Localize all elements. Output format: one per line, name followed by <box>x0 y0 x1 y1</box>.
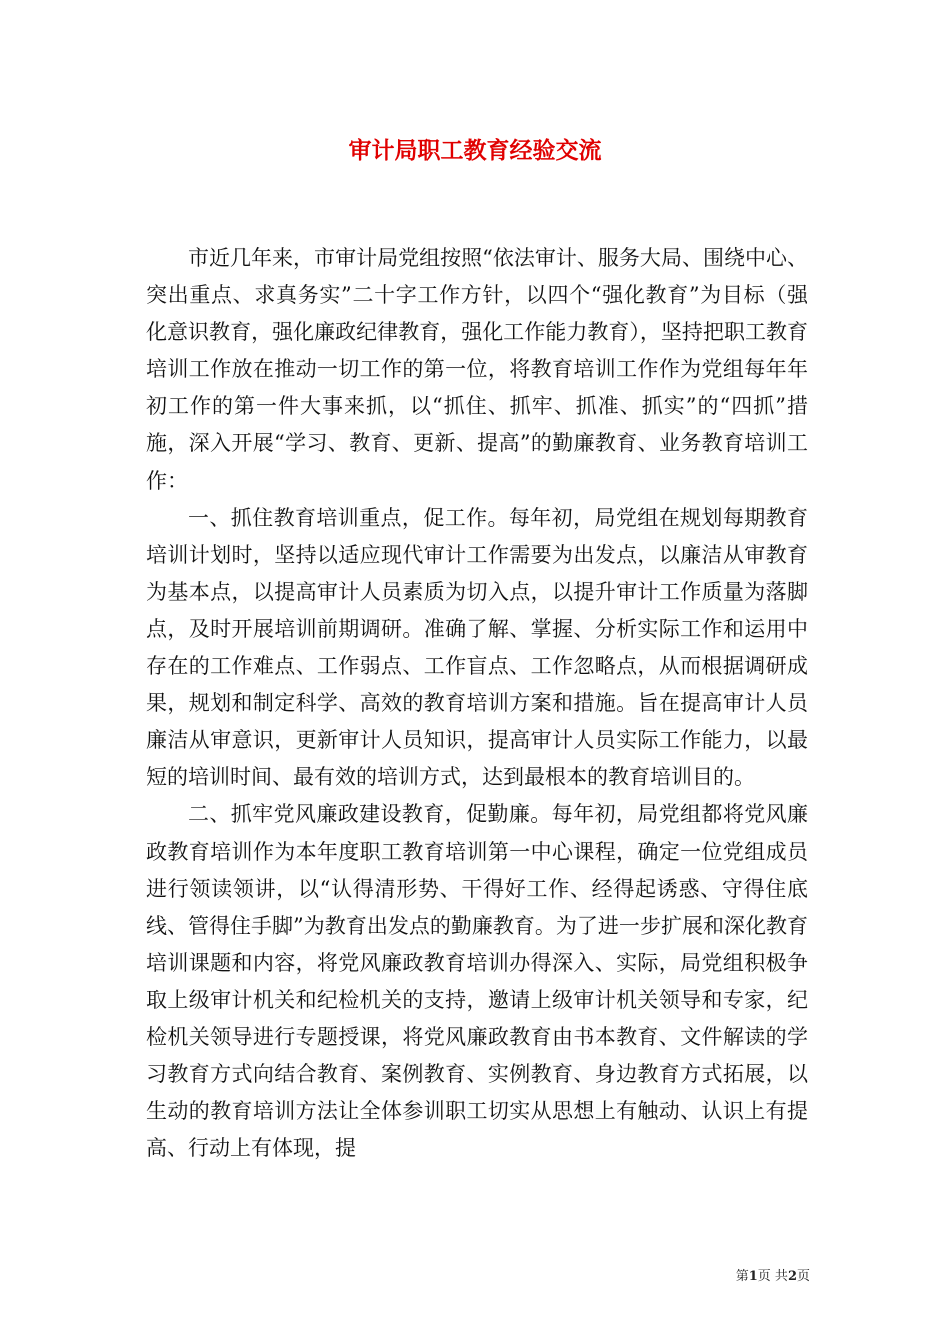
footer-total-pages: 2 <box>787 1269 797 1284</box>
document-title: 审计局职工教育经验交流 <box>348 137 602 164</box>
footer-current-page: 1 <box>748 1269 758 1284</box>
footer-prefix: 第 <box>735 1269 749 1284</box>
page-number-footer <box>700 1268 810 1286</box>
paragraph-section-one: 一、抓住教育培训重点，促工作。每年初，局党组在规划每期教育培训计划时，坚持以适应现代审计工作需要为出发点，以廉洁从审教育为基本点，以提高审计人员素质为切入点，以提升审计工作质量为落脚点，及时开展培训前期调研。准确了解、掌握、分析实际工作和运用中存在的工作难点、工作弱点、工作盲点、工作忽略点，从而根据调研成果，规划和制定科学、高效的教育培训方案和措施。旨在提高审计人员廉洁从审意识，更新审计人员知识，提高审计人员实际工作能力，以最短的培训时间、最有效的培训方式，达到最根本的教育培训目的。 <box>146 505 808 790</box>
paragraph-section-two: 二、抓牢党风廉政建设教育，促勤廉。每年初，局党组都将党风廉政教育培训作为本年度职工教育培训第一中心课程，确定一位党组成员进行领读领讲，以“认得清形势、干得好工作、经得起诱惑、守得住底线、管得住手脚”为教育出发点的勤廉教育。为了进一步扩展和深化教育培训课题和内容，将党风廉政教育培训办得深入、实际，局党组积极争取上级审计机关和纪检机关的支持，邀请上级审计机关领导和专家，纪检机关领导进行专题授课，将党风廉政教育由书本教育、文件解读的学习教育方式向结合教育、案例教育、实例教育、身边教育方式拓展，以生动的教育培训方法让全体参训职工切实从思想上有触动、认识上有提高、行动上有体现，提 <box>146 802 808 1161</box>
document-body <box>146 240 808 1167</box>
footer-middle: 页 共 <box>757 1269 788 1284</box>
paragraph-intro: 市近几年来，市审计局党组按照“依法审计、服务大局、围绕中心、突出重点、求真务实”二十字工作方针，以四个“强化教育”为目标（强化意识教育，强化廉政纪律教育，强化工作能力教育），坚持把职工教育培训工作放在推动一切工作的第一位，将教育培训工作作为党组每年年初工作的第一件大事来抓，以“抓住、抓牢、抓准、抓实”的“四抓”措施，深入开展“学习、教育、更新、提高”的勤廉教育、业务教育培训工作： <box>146 246 808 493</box>
footer-suffix: 页 <box>796 1269 810 1284</box>
